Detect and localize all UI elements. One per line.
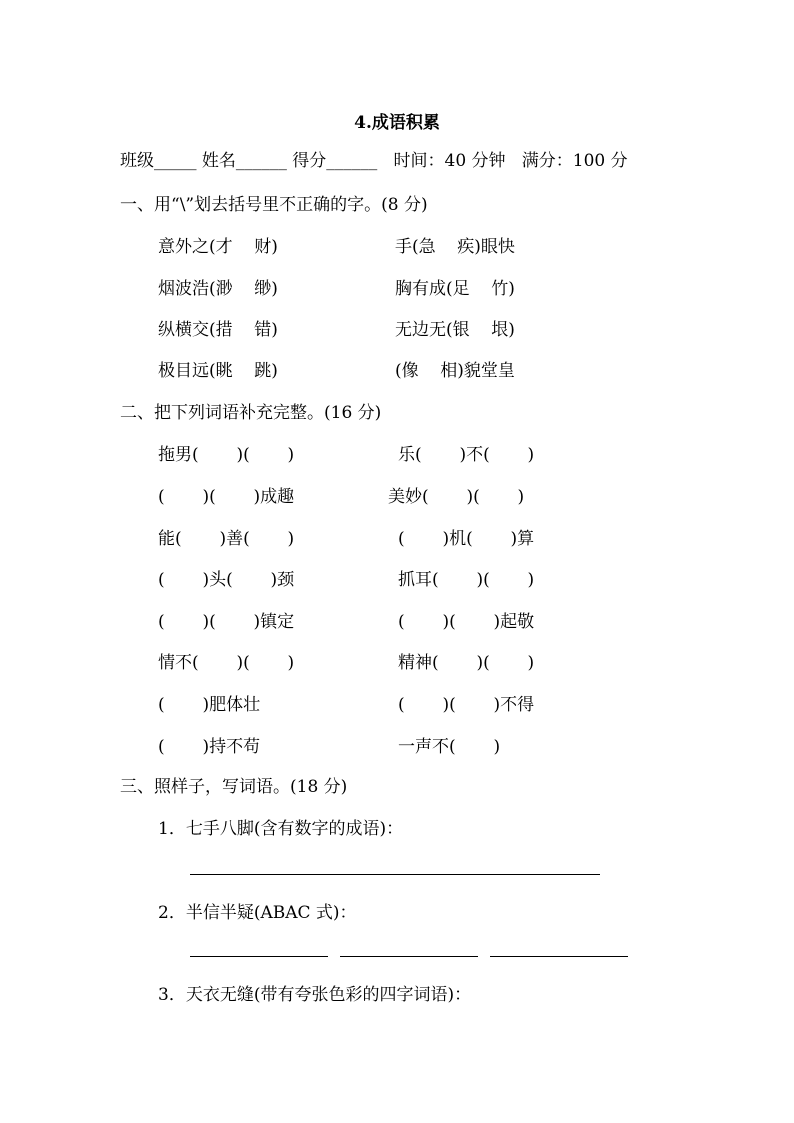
- s3-answer-line-1[interactable]: [190, 874, 600, 875]
- s3-answer-line-2c[interactable]: [490, 956, 628, 957]
- s2-item-left-1[interactable]: 拖男( )( ): [158, 445, 295, 465]
- s2-item-right-1[interactable]: 乐( )不( ): [398, 445, 535, 465]
- s1-item-right-2[interactable]: 胸有成(足 竹): [395, 279, 515, 299]
- s1-item-left-3[interactable]: 纵横交(措 错): [158, 320, 278, 340]
- s1-item-left-4[interactable]: 极目远(眺 跳): [158, 361, 278, 381]
- s3-question-1: 1．七手八脚(含有数字的成语)：: [158, 819, 404, 839]
- s1-item-right-3[interactable]: 无边无(银 垠): [395, 320, 515, 340]
- s2-item-left-4[interactable]: ( )头( )颈: [158, 570, 295, 590]
- section1-heading: 一、用“\”划去括号里不正确的字。(8 分): [120, 195, 428, 215]
- s2-item-left-7[interactable]: ( )肥体壮: [158, 695, 261, 715]
- s2-item-right-2[interactable]: 美妙( )( ): [388, 487, 525, 507]
- s2-item-right-8[interactable]: 一声不( ): [398, 737, 501, 757]
- s2-item-right-5[interactable]: ( )( )起敬: [398, 612, 535, 632]
- s3-question-2: 2．半信半疑(ABAC 式)：: [158, 903, 357, 923]
- s2-item-right-6[interactable]: 精神( )( ): [398, 653, 535, 673]
- s1-item-right-1[interactable]: 手(急 疾)眼快: [395, 237, 515, 257]
- s2-item-right-4[interactable]: 抓耳( )( ): [398, 570, 535, 590]
- worksheet-title: 4.成语积累: [354, 113, 440, 133]
- s1-item-left-1[interactable]: 意外之(才 财): [158, 237, 278, 257]
- s2-item-left-8[interactable]: ( )持不苟: [158, 737, 261, 757]
- s3-answer-line-2a[interactable]: [190, 956, 328, 957]
- s3-question-3: 3．天衣无缝(带有夸张色彩的四字词语)：: [158, 985, 472, 1005]
- s2-item-right-7[interactable]: ( )( )不得: [398, 695, 535, 715]
- s3-answer-line-2b[interactable]: [340, 956, 478, 957]
- s2-item-left-2[interactable]: ( )( )成趣: [158, 487, 295, 507]
- section3-heading: 三、照样子，写词语。(18 分): [120, 777, 348, 797]
- section2-heading: 二、把下列词语补充完整。(16 分): [120, 403, 382, 423]
- s1-item-left-2[interactable]: 烟波浩(渺 缈): [158, 279, 278, 299]
- s2-item-left-3[interactable]: 能( )善( ): [158, 529, 295, 549]
- s1-item-right-4[interactable]: (像 相)貌堂皇: [395, 361, 515, 381]
- s2-item-left-6[interactable]: 情不( )( ): [158, 653, 295, 673]
- s2-item-left-5[interactable]: ( )( )镇定: [158, 612, 295, 632]
- s2-item-right-3[interactable]: ( )机( )算: [398, 529, 535, 549]
- student-info-line: 班级_____ 姓名______ 得分______ 时间：40 分钟 满分：100 分: [120, 151, 628, 171]
